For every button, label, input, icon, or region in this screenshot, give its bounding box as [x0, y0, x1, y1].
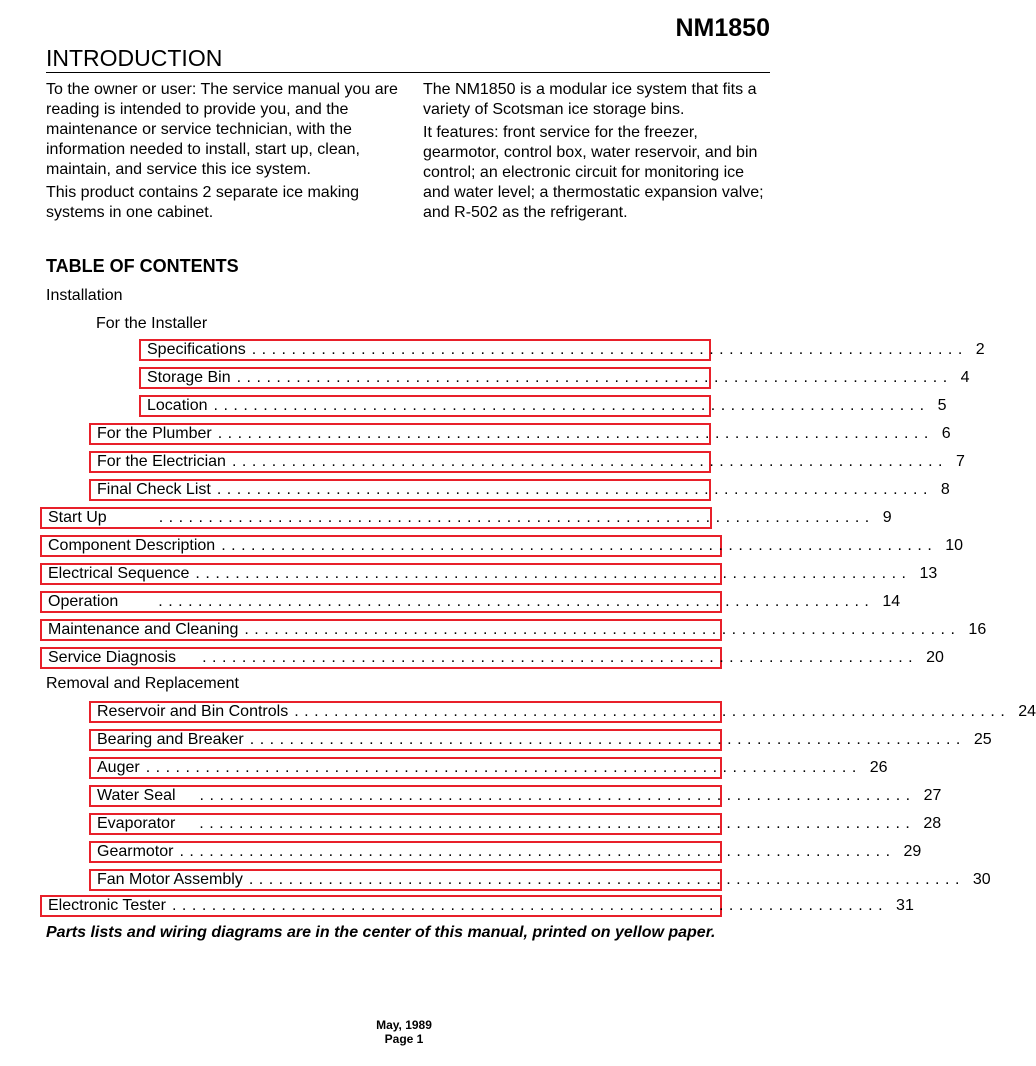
toc-entry-service-diagnosis[interactable]: [40, 647, 944, 669]
toc-heading-removal: Removal and Replacement: [46, 675, 239, 692]
toc-entry-label: Electrical Sequence: [48, 565, 190, 582]
toc-entry-label: Water Seal: [97, 787, 176, 804]
dot-leader: ........................................................................: [158, 593, 875, 610]
toc-entry-label: Component Description: [48, 537, 216, 554]
toc-entry-location[interactable]: [139, 395, 947, 417]
dot-leader: ........................................................................: [251, 341, 968, 358]
toc-entry-label: For the Plumber: [97, 425, 212, 442]
toc-entry-page: 2: [975, 341, 985, 358]
toc-entry-label: Operation: [48, 593, 119, 610]
toc-entry-label: Reservoir and Bin Controls: [97, 703, 289, 720]
toc-entry-electronic-tester[interactable]: [40, 895, 914, 917]
intro-right-column: [423, 80, 768, 226]
intro-paragraph: It features: front service for the freezer, gearmotor, control box, water reservoir, and bin control; an electronic circuit for monitoring ice and water level; a thermostatic expansion valve; and R-502 as the refrigerant.: [423, 124, 764, 221]
toc-entry-electrical-sequence[interactable]: [40, 563, 938, 585]
toc-entry-operation[interactable]: [40, 591, 901, 613]
toc-entry-page: 31: [896, 897, 914, 914]
toc-heading-for-installer: For the Installer: [96, 315, 208, 332]
toc-entry-page: 28: [923, 815, 942, 832]
intro-left-column: [46, 80, 398, 226]
toc-entry-page: 7: [956, 453, 965, 470]
toc-entry-label: Final Check List: [97, 481, 211, 498]
toc-entry-label: Start Up: [48, 509, 107, 526]
toc-entry-page: 5: [937, 397, 947, 414]
dot-leader: ........................................................................: [294, 703, 1011, 720]
dot-leader: ........................................................................: [248, 871, 965, 888]
toc-entry-specifications[interactable]: [139, 339, 985, 361]
dot-leader: ........................................................................: [213, 397, 930, 414]
parts-note: Parts lists and wiring diagrams are in the center of this manual, printed on yellow paper.: [46, 924, 716, 941]
dot-leader: ........................................................................: [171, 897, 889, 914]
toc-entry-bearing-breaker[interactable]: [89, 729, 992, 751]
toc-entry-page: 24: [1018, 703, 1036, 720]
title-divider: [46, 72, 770, 73]
toc-entry-page: 30: [972, 871, 991, 888]
dot-leader: ........................................................................: [202, 649, 919, 666]
toc-entry-page: 20: [926, 649, 944, 666]
toc-entry-label: Fan Motor Assembly: [97, 871, 243, 888]
toc-entry-page: 25: [973, 731, 992, 748]
dot-leader: ........................................................................: [195, 565, 912, 582]
toc-entry-page: 10: [945, 537, 964, 554]
toc-entry-page: 6: [941, 425, 951, 442]
toc-entry-evaporator[interactable]: [89, 813, 942, 835]
toc-entry-page: 26: [869, 759, 888, 776]
toc-entry-page: 4: [960, 369, 970, 386]
intro-paragraph: To the owner or user: The service manual you are reading is intended to provide you, and the maintenance or service technician, with the information needed to install, start up, clean, maintain, and service this ice system.: [46, 81, 398, 178]
dot-leader: ........................................................................: [216, 481, 933, 498]
toc-entry-water-seal[interactable]: [89, 785, 942, 807]
toc-entry-label: Auger: [97, 759, 140, 776]
toc-entry-reservoir-bin-controls[interactable]: [89, 701, 1036, 723]
dot-leader: ........................................................................: [199, 787, 916, 804]
dot-leader: ........................................................................: [221, 537, 938, 554]
toc-entry-final-check-list[interactable]: [89, 479, 950, 501]
toc-heading-installation: Installation: [46, 287, 123, 304]
dot-leader: ........................................................................: [231, 453, 948, 470]
toc-entry-label: Location: [147, 397, 208, 414]
toc-entry-label: Specifications: [147, 341, 246, 358]
dot-leader: ........................................................................: [145, 759, 862, 776]
section-title: INTRODUCTION: [46, 45, 223, 71]
dot-leader: ........................................................................: [179, 843, 896, 860]
toc-entry-page: 9: [882, 509, 892, 526]
toc-entry-label: Gearmotor: [97, 843, 174, 860]
dot-leader: ........................................................................: [244, 621, 961, 638]
intro-paragraph: The NM1850 is a modular ice system that fits a variety of Scotsman ice storage bins.: [423, 81, 757, 118]
toc-entry-auger[interactable]: [89, 757, 888, 779]
toc-entry-electrician[interactable]: [89, 451, 965, 473]
toc-entry-maintenance-cleaning[interactable]: [40, 619, 987, 641]
toc-entry-plumber[interactable]: [89, 423, 951, 445]
footer-page-number: Page 1: [384, 1032, 424, 1046]
toc-entry-label: Storage Bin: [147, 369, 231, 386]
page-footer: [0, 1018, 808, 1046]
toc-entry-label: Service Diagnosis: [48, 649, 177, 666]
toc-entry-page: 29: [903, 843, 922, 860]
toc-entry-page: 13: [919, 565, 938, 582]
toc-entry-page: 8: [940, 481, 950, 498]
toc-entry-start-up[interactable]: [40, 507, 892, 529]
toc-entry-gearmotor[interactable]: [89, 841, 922, 863]
toc-entry-fan-motor-assembly[interactable]: [89, 869, 991, 891]
footer-date: May, 1989: [376, 1018, 432, 1032]
intro-paragraph: This product contains 2 separate ice making systems in one cabinet.: [46, 184, 360, 221]
toc-entry-page: 14: [882, 593, 901, 610]
dot-leader: ........................................................................: [249, 731, 966, 748]
model-number: NM1850: [675, 14, 770, 42]
toc-entry-label: For the Electrician: [97, 453, 226, 470]
dot-leader: ........................................................................: [199, 815, 916, 832]
toc-entry-label: Bearing and Breaker: [97, 731, 244, 748]
dot-leader: ........................................................................: [217, 425, 934, 442]
toc-title: TABLE OF CONTENTS: [46, 256, 239, 276]
toc-entry-component-description[interactable]: [40, 535, 964, 557]
dot-leader: ........................................................................: [236, 369, 953, 386]
dot-leader: ........................................................................: [158, 509, 875, 526]
toc-entry-label: Maintenance and Cleaning: [48, 621, 239, 638]
toc-entry-page: 16: [968, 621, 987, 638]
toc-entry-page: 27: [923, 787, 942, 804]
toc-entry-label: Electronic Tester: [48, 897, 166, 914]
toc-entry-storage-bin[interactable]: [139, 367, 970, 389]
toc-entry-label: Evaporator: [97, 815, 176, 832]
